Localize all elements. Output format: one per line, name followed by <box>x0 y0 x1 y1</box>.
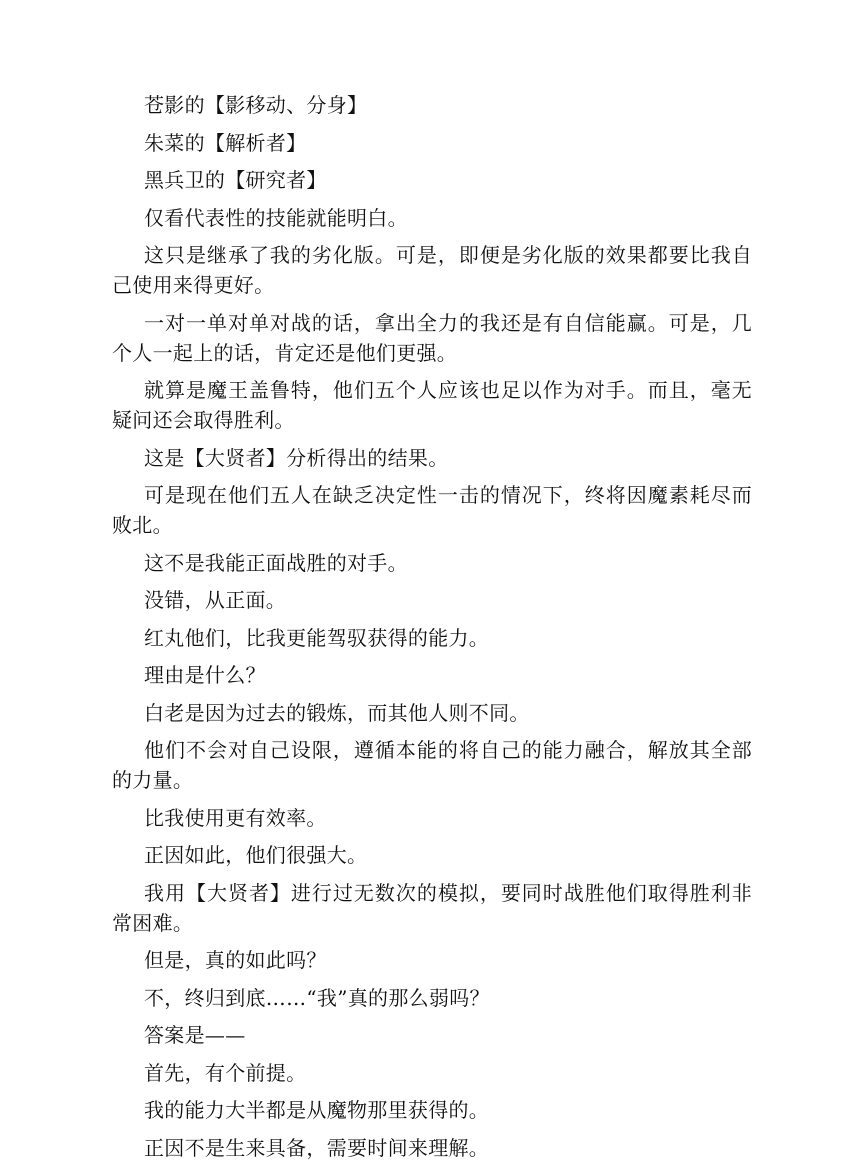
paragraph: 黑兵卫的【研究者】 <box>144 168 327 192</box>
paragraph: 答案是—— <box>144 1023 246 1047</box>
paragraph: 这是【大贤者】分析得出的结果。 <box>144 445 449 470</box>
paragraph: 但是，真的如此吗？ <box>144 948 327 972</box>
paragraph: 一对一单对单对战的话，拿出全力的我还是有自信能赢。可是，几个人一起上的话，肯定还是他们更强。 <box>112 310 752 365</box>
paragraph: 没错，从正面。 <box>144 588 287 612</box>
paragraph: 白老是因为过去的锻炼，而其他人则不同。 <box>144 700 530 725</box>
paragraph: 正因不是生来具备，需要时间来理解。 <box>144 1135 490 1160</box>
document-page <box>112 90 752 1170</box>
paragraph: 这只是继承了我的劣化版。可是，即便是劣化版的效果都要比我自己使用来得更好。 <box>112 243 752 297</box>
paragraph: 比我使用更有效率。 <box>144 805 327 830</box>
paragraph: 这不是我能正面战胜的对手。 <box>144 550 408 575</box>
paragraph: 他们不会对自己设限，遵循本能的将自己的能力融合，解放其全部的力量。 <box>112 738 752 792</box>
paragraph: 红丸他们，比我更能驾驭获得的能力。 <box>144 625 490 650</box>
paragraph: 苍影的【影移动、分身】 <box>144 93 368 117</box>
paragraph: 我的能力大半都是从魔物那里获得的。 <box>144 1098 490 1122</box>
paragraph: 正因如此，他们很强大。 <box>144 843 368 867</box>
paragraph: 朱菜的【解析者】 <box>144 130 307 155</box>
paragraph: 我用【大贤者】进行过无数次的模拟，要同时战胜他们取得胜利非常困难。 <box>112 880 752 935</box>
paragraph: 就算是魔王盖鲁特，他们五个人应该也足以作为对手。而且，毫无疑问还会取得胜利。 <box>112 378 752 432</box>
paragraph: 不，终归到底……“我”真的那么弱吗？ <box>144 985 490 1010</box>
paragraph: 首先，有个前提。 <box>144 1060 307 1085</box>
paragraph: 可是现在他们五人在缺乏决定性一击的情况下，终将因魔素耗尽而败北。 <box>112 483 752 537</box>
paragraph: 理由是什么？ <box>144 663 266 687</box>
paragraph: 仅看代表性的技能就能明白。 <box>144 205 408 230</box>
